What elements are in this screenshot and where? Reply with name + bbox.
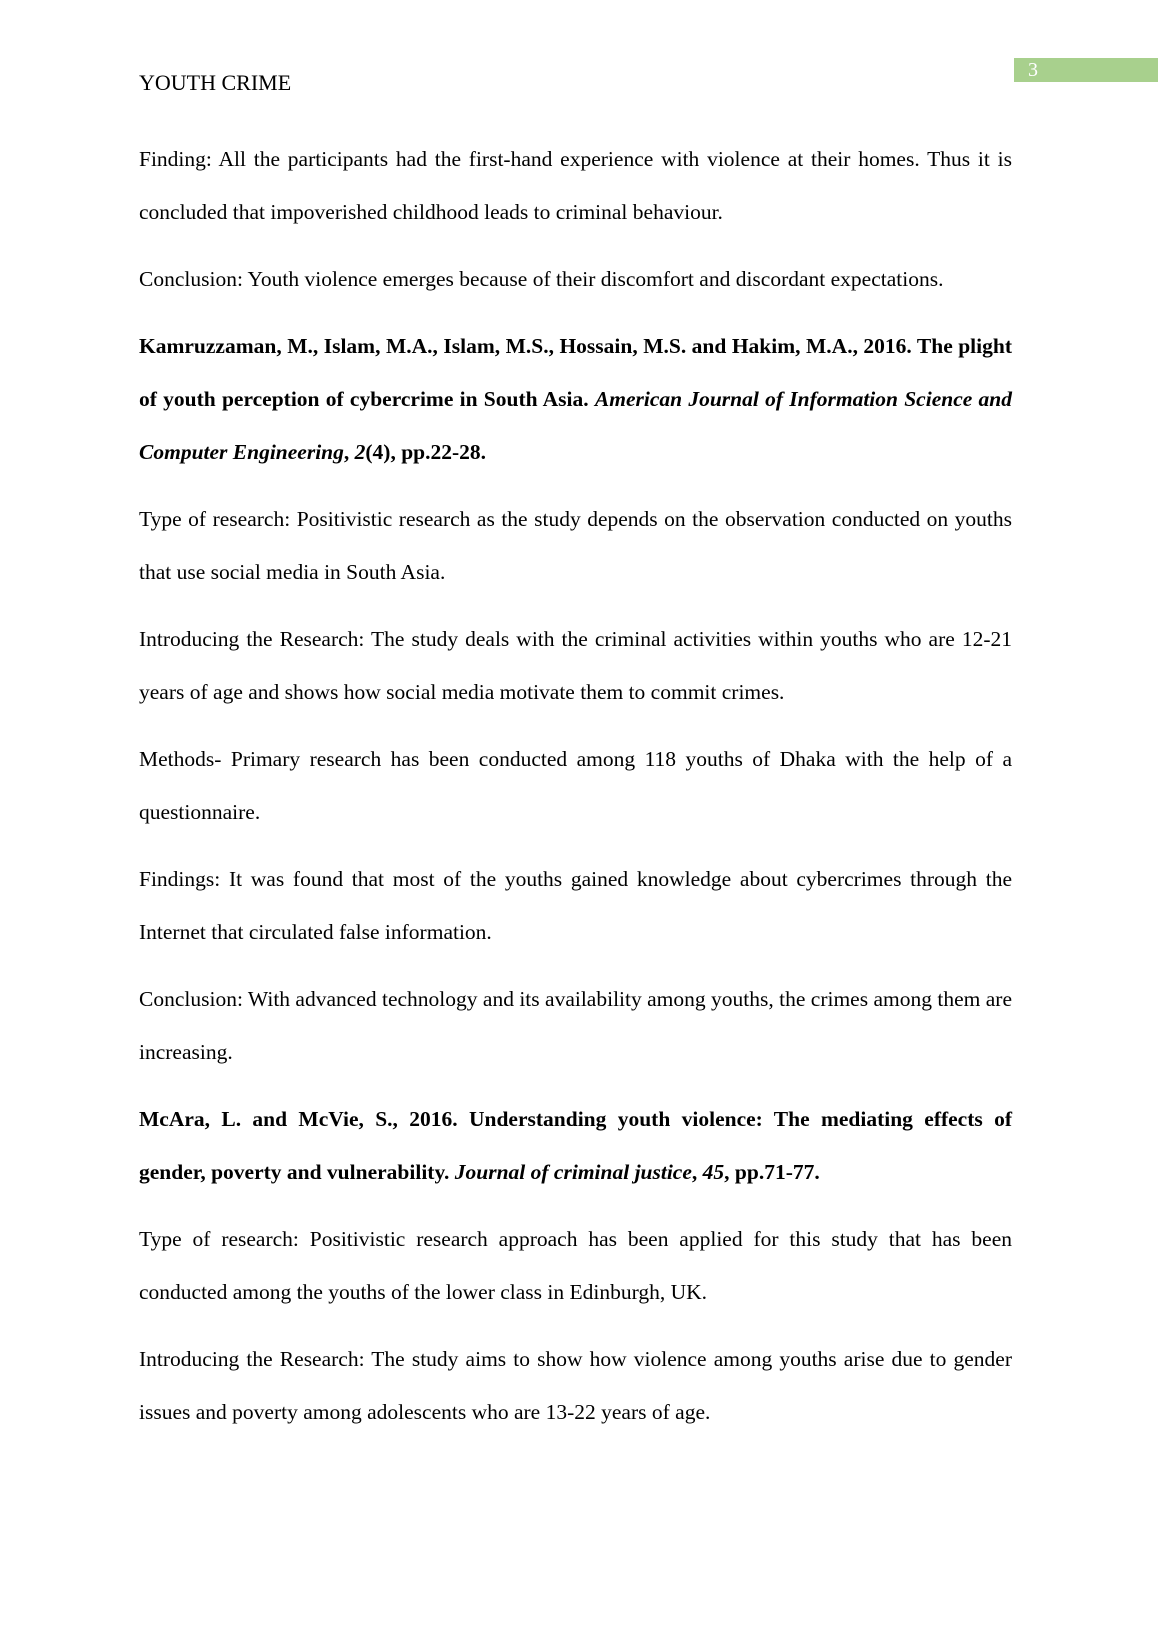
paragraph-findings: Findings: It was found that most of the youths gained knowledge about cybercrimes through the Internet that circulated false information. <box>139 867 1012 944</box>
reference-separator: , <box>691 1160 703 1184</box>
reference-mcara <box>139 1093 1012 1199</box>
reference-main: Kamruzzaman, M., Islam, M.A., Islam, M.S., Hossain, M.S. and Hakim, M.A., 2016. The plight of youth perception of cybercrime in South Asia. <box>139 334 1012 411</box>
paragraph-conclusion: Conclusion: With advanced technology and its availability among youths, the crimes among them are increasing. <box>139 987 1012 1064</box>
page-number: 3 <box>1014 58 1158 82</box>
document-body <box>139 133 1012 1453</box>
paragraph-methods: Methods- Primary research has been conducted among 118 youths of Dhaka with the help of a questionnaire. <box>139 747 1012 824</box>
paragraph-conclusion: Conclusion: Youth violence emerges because of their discomfort and discordant expectations. <box>139 267 944 291</box>
reference-main: McAra, L. and McVie, S., 2016. Understanding youth violence: The mediating effects of gender, poverty and vulnerability. <box>139 1107 1012 1184</box>
paragraph-introducing-research: Introducing the Research: The study deals with the criminal activities within youths who are 12-21 years of age and shows how social media motivate them to commit crimes. <box>139 627 1012 704</box>
paragraph-finding: Finding: All the participants had the first-hand experience with violence at their homes. Thus it is concluded that impoverished childhood leads to criminal behaviour. <box>139 147 1012 224</box>
reference-separator: , <box>343 440 355 464</box>
reference-volume: 45 <box>702 1160 725 1184</box>
running-head: YOUTH CRIME <box>139 70 292 95</box>
reference-volume: 2 <box>354 440 366 464</box>
paragraph-type-of-research: Type of research: Positivistic research approach has been applied for this study that has been conducted among the youths of the lower class in Edinburgh, UK. <box>139 1227 1012 1304</box>
reference-journal: Journal of criminal justice <box>454 1160 692 1184</box>
paragraph-introducing-research: Introducing the Research: The study aims to show how violence among youths arise due to gender issues and poverty among adolescents who are 13-22 years of age. <box>139 1347 1012 1424</box>
reference-pages: (4), pp.22-28. <box>365 440 487 464</box>
reference-pages: , pp.71-77. <box>724 1160 820 1184</box>
reference-kamruzzaman <box>139 320 1012 479</box>
paragraph-type-of-research: Type of research: Positivistic research as the study depends on the observation conducted on youths that use social media in South Asia. <box>139 507 1012 584</box>
reference-journal: American Journal of Information Science and Computer Engineering <box>139 387 1012 464</box>
